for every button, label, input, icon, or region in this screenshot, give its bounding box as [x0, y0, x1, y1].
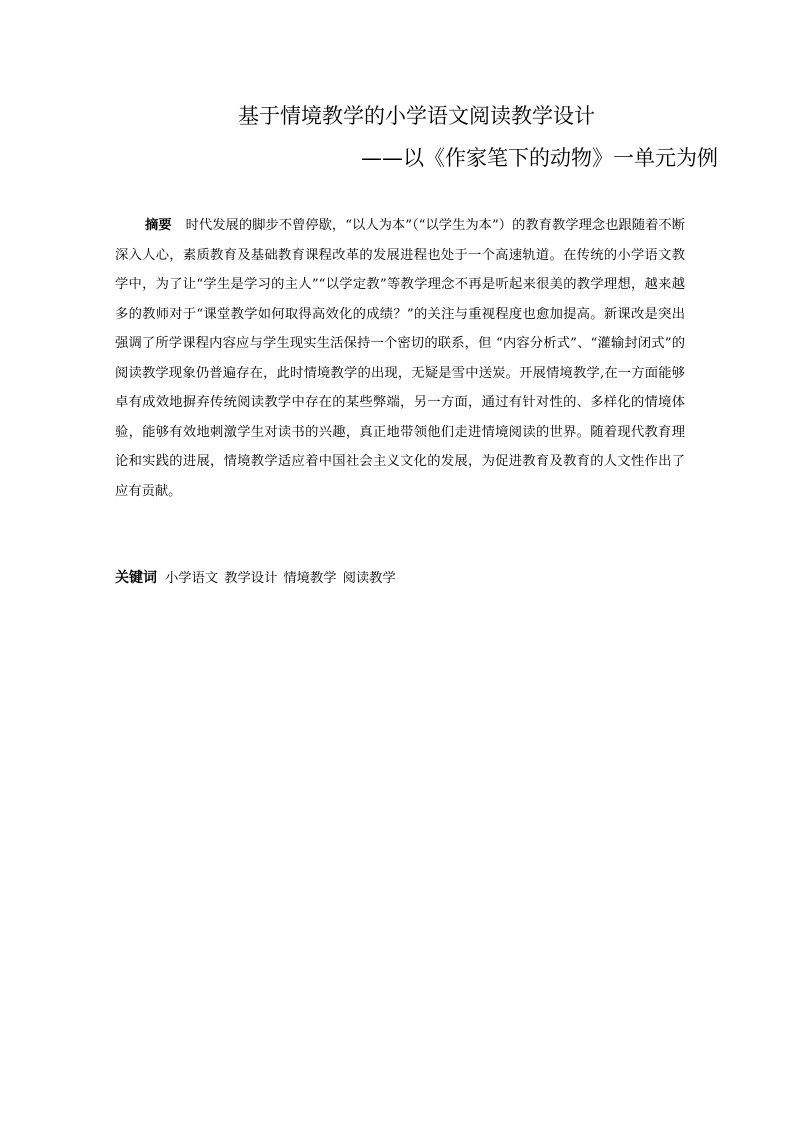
keyword-item: 小学语文 [165, 571, 219, 586]
keywords-label: 关键词 [115, 570, 157, 586]
document-subtitle: ——以《作家笔下的动物》一单元为例 [361, 146, 718, 170]
keywords-line [115, 565, 402, 592]
abstract-text: 时代发展的脚步不曾停歇，“以人为本”（“以学生为本”）的教育教学理念也跟随着不断深入人心，素质教育及基础教育课程改革的发展进程也处于一个高速轨道。在传统的小学语文教学中，为了让“学生是学习的主人”“以学定教”等教学理念不再是听起来很美的教学理想，越来越多的教师对于“课堂教学如何取得高效化的成绩？”的关注与重视程度也愈加提高。新课改是突出强调了所学课程内容应与学生现实生活保持一个密切的联系，但 “内容分析式”、“灌输封闭式”的阅读教学现象仍普遍存在，此时情境教学的出现，无疑是雪中送炭。开展情境教学,在一方面能够卓有成效地摒弃传统阅读教学中存在的某些弊端，另一方面，通过有针对性的、多样化的情境体验，能够有效地刺激学生对读书的兴趣，真正地带领他们走进情境阅读的世界。随着现代教育理论和实践的进展，情境教学适应着中国社会主义文化的发展，为促进教育及教育的人文性作出了应有贡献。 [115, 218, 686, 499]
abstract-paragraph [115, 211, 685, 506]
document-title: 基于情境教学的小学语文阅读教学设计 [238, 104, 595, 128]
keyword-item: 情境教学 [283, 571, 337, 586]
keyword-item: 阅读教学 [342, 571, 396, 586]
abstract-label: 摘要 [145, 218, 172, 233]
keyword-item: 教学设计 [224, 571, 278, 586]
